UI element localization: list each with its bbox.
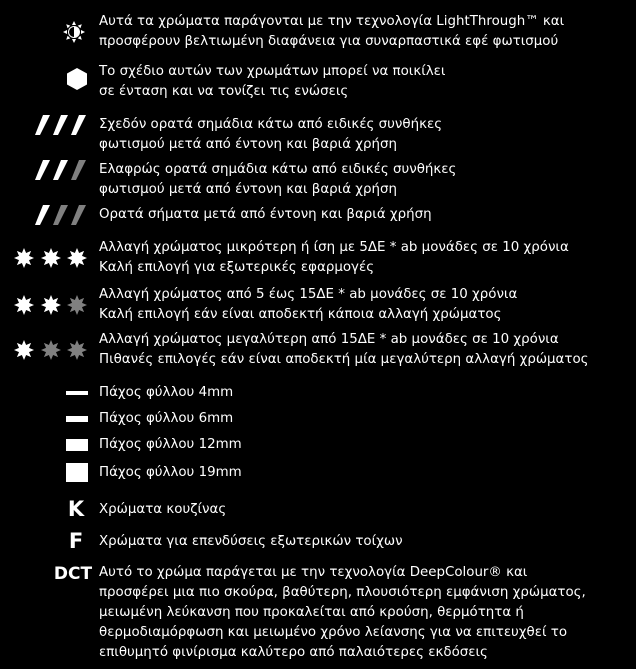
hexagon-icon [67,68,87,90]
text-line: Το σχέδιο αυτών των χρωμάτων μπορεί να ποικίλει [99,64,446,79]
scratch-marks-icon [35,160,91,182]
star-burst-icon [67,295,87,315]
star-burst-icon [67,248,87,268]
star-burst-icon [67,340,87,360]
dct-letter-icon: DCT [53,564,93,584]
text-line: επιθυμητό φινίρισμα καλύτερο από παλαιότερες εκδόσεις [99,645,488,660]
marks-visible-text [99,205,432,225]
facade-text: Χρώματα για επενδύσεις εξωτερικών τοίχων [99,534,403,549]
scratch-marks-icon [35,205,91,227]
dct-text [99,563,586,663]
thickness-6-text: Πάχος φύλλου 6mm [99,411,234,426]
kitchen-text: Χρώματα κουζίνας [99,502,227,517]
text-line: Αλλαγή χρώματος μικρότερη ή ίση με 5ΔE * ab μονάδες σε 10 χρόνια [99,240,569,255]
marks-slightly-text [99,160,456,200]
star-burst-icon [41,340,61,360]
thickness-19-icon [66,463,88,482]
facade-letter-icon: F [68,529,84,553]
text-line: Αυτό το χρώμα παράγεται με την τεχνολογία DeepColour® και [99,565,528,580]
text-line: μειωμένη λεύκανση που προκαλείται από κρούση, θερμότητα ή [99,605,524,620]
scratch-marks-icon [35,115,91,137]
thickness-12-icon [66,439,88,451]
thickness-19-text: Πάχος φύλλου 19mm [99,465,242,480]
text-line: φωτισμού μετά από έντονη και βαριά χρήση [99,137,397,152]
text-line: σε ένταση και να τονίζει τις ενώσεις [99,84,349,99]
star-burst-icon [41,248,61,268]
text-line: θερμοδιαμόρφωση και μειωμένο χρόνο λείανσης για να επιτευχθεί το [99,625,568,640]
text-line: Σχεδόν ορατά σημάδια κάτω από ειδικές συνθήκες [99,117,443,132]
text-line: Πιθανές επιλογές εάν είναι αποδεκτή μία μεγαλύτερη αλλαγή χρώματος [99,352,589,367]
text-line: Αλλαγή χρώματος μεγαλύτερη από 15ΔE * ab μονάδες σε 10 χρόνια [99,332,559,347]
text-line: Καλή επιλογή για εξωτερικές εφαρμογές [99,260,375,275]
star-burst-icon [41,295,61,315]
lightthrough-icon [63,21,85,43]
thickness-6-icon [66,416,88,422]
thickness-12-text: Πάχος φύλλου 12mm [99,437,242,452]
text-line: φωτισμού μετά από έντονη και βαριά χρήση [99,182,397,197]
text-line: Καλή επιλογή εάν είναι αποδεκτή κάποια αλλαγή χρώματος [99,307,502,322]
text-line: Ελαφρώς ορατά σημάδια κάτω από ειδικές συνθήκες [99,162,457,177]
marks-barely-text [99,115,442,155]
lightthrough-text [99,12,564,52]
kitchen-letter-icon: K [67,497,85,521]
color-medium-text [99,285,517,325]
thickness-4-text: Πάχος φύλλου 4mm [99,385,234,400]
text-line: Ορατά σήματα μετά από έντονη και βαριά χρήση [99,207,432,222]
text-line: Αλλαγή χρώματος από 5 έως 15ΔE * ab μονάδες σε 10 χρόνια [99,287,518,302]
color-large-text [99,330,589,370]
color-small-text [99,238,569,278]
star-burst-icon [14,295,34,315]
text-line: προσφέρουν βελτιωμένη διαφάνεια για συναρπαστικά εφέ φωτισμού [99,34,559,49]
thickness-4-icon [66,391,88,395]
pattern-text [99,62,445,102]
text-line: προσφέρει μια πιο σκούρα, βαθύτερη, πλουσιότερη εμφάνιση χρώματος, [99,585,586,600]
star-burst-icon [14,340,34,360]
star-burst-icon [14,248,34,268]
text-line: Αυτά τα χρώματα παράγονται με την τεχνολογία LightThrough™ και [99,14,565,29]
